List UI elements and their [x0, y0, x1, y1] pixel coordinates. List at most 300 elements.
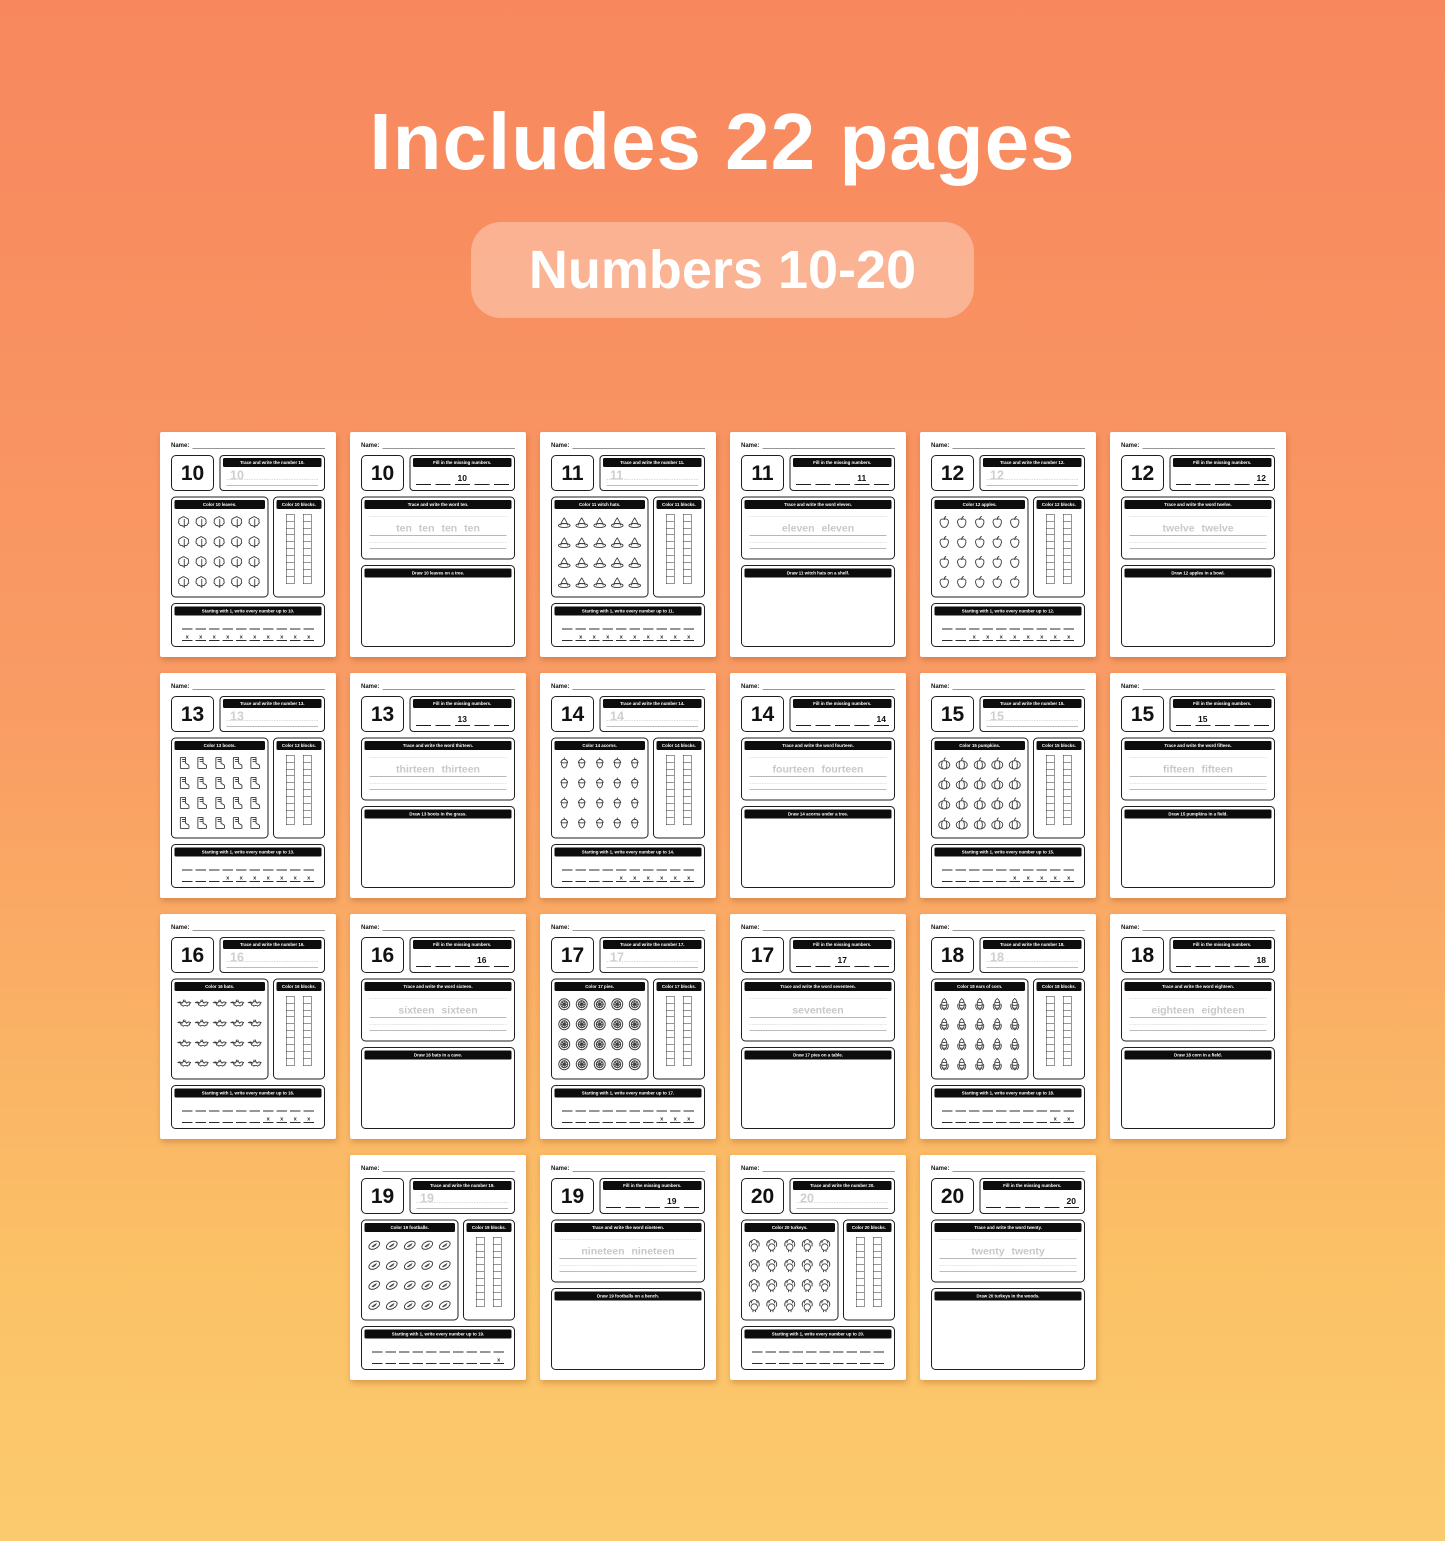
color-items-panel	[171, 497, 268, 598]
trace-prompt-banner: Trace and write the number 15.	[983, 699, 1082, 708]
worksheet-page-draw	[350, 914, 526, 1139]
corn-icon	[971, 996, 987, 1012]
name-row	[1121, 682, 1275, 690]
x-mark-slot: x	[1049, 875, 1060, 882]
number-sequence-panel	[931, 844, 1085, 888]
blank-write-slot	[1022, 623, 1033, 630]
missing-number-blank	[1195, 956, 1210, 968]
missing-number-blank	[435, 715, 450, 727]
missing-number-blank	[1024, 1197, 1039, 1209]
worksheet-page-draw	[730, 432, 906, 657]
big-number: 17	[741, 937, 784, 973]
missing-number-blank	[454, 956, 469, 968]
number-trace-box	[979, 455, 1085, 491]
x-mark-slot: x	[249, 875, 260, 882]
blank-write-slot	[1022, 1116, 1033, 1123]
bat-icon	[194, 1016, 210, 1032]
trace-prompt-banner: Trace and write the number 13.	[223, 699, 322, 708]
given-number: 15	[1195, 715, 1210, 727]
icon-grid	[174, 991, 264, 1076]
drawing-panel	[1121, 565, 1275, 647]
acorn-icon	[574, 815, 590, 831]
corn-icon	[971, 1056, 987, 1072]
blank-write-slot	[1036, 864, 1047, 871]
dashed-guide-line	[749, 998, 886, 999]
acorn-icon	[609, 755, 625, 771]
name-line	[572, 682, 705, 690]
middle-row	[171, 979, 325, 1080]
big-number: 16	[171, 937, 214, 973]
missing-numbers-row	[413, 708, 512, 729]
apple-icon	[971, 574, 987, 590]
blank-write-slot	[941, 623, 952, 630]
blocks-column	[1063, 996, 1072, 1076]
name-label: Name:	[1120, 441, 1139, 449]
blank-write-slot	[778, 1346, 789, 1353]
color-blocks-panel	[272, 497, 324, 598]
blank-write-slot	[262, 623, 273, 630]
missing-number-blank	[644, 1197, 659, 1209]
pumpkin-icon	[954, 755, 970, 771]
draw-prompt-banner: Draw 17 pies on a table.	[744, 1051, 891, 1060]
name-row	[361, 441, 515, 449]
blank-write-slot	[588, 1116, 599, 1123]
given-number: 11	[854, 474, 869, 486]
blank-write-slot	[982, 1105, 993, 1112]
blank-write-slot	[656, 864, 667, 871]
color-prompt-banner: Color 18 ears of corn.	[934, 982, 1024, 991]
missing-number-blank	[605, 1197, 620, 1209]
given-number: 16	[474, 956, 489, 968]
football-icon	[384, 1257, 400, 1273]
big-number: 10	[361, 455, 404, 491]
write-row-2	[174, 634, 321, 641]
blocks-prompt-banner: Color 10 blocks.	[276, 500, 321, 509]
word-prompt-banner: Trace and write the word twenty.	[934, 1223, 1081, 1232]
blank-write-slot	[289, 864, 300, 871]
witch-hat-icon	[627, 554, 643, 570]
header-row	[551, 455, 705, 491]
number-trace-box	[599, 696, 705, 732]
blank-write-slot	[466, 1357, 477, 1364]
missing-number-blank	[834, 474, 849, 486]
drawing-space	[364, 1060, 511, 1126]
missing-number-blank	[1175, 715, 1190, 727]
blocks-column	[683, 996, 692, 1076]
name-row	[741, 1164, 895, 1172]
blank-write-slot	[222, 623, 233, 630]
bat-icon	[211, 996, 227, 1012]
leaf-icon	[176, 574, 192, 590]
number-sequence-panel	[931, 603, 1085, 647]
acorn-icon	[574, 795, 590, 811]
missing-numbers-row	[413, 949, 512, 970]
pumpkin-icon	[971, 815, 987, 831]
color-items-panel	[171, 738, 268, 839]
icon-grid	[744, 1232, 834, 1317]
number-writing-lines	[604, 949, 700, 970]
blank-write-slot	[208, 875, 219, 882]
blank-write-slot	[602, 1105, 613, 1112]
pumpkin-icon	[989, 795, 1005, 811]
number-trace-box	[599, 937, 705, 973]
blank-write-slot	[1009, 1105, 1020, 1112]
corn-icon	[971, 1016, 987, 1032]
fill-prompt-banner: Fill in the missing numbers.	[413, 699, 512, 708]
leaf-icon	[247, 574, 263, 590]
blank-write-slot	[669, 1105, 680, 1112]
blank-write-slot	[968, 623, 979, 630]
pumpkin-icon	[1007, 775, 1023, 791]
color-prompt-banner: Color 12 apples.	[934, 500, 1024, 509]
color-prompt-banner: Color 19 footballs.	[364, 1223, 454, 1232]
fill-prompt-banner: Fill in the missing numbers.	[793, 699, 892, 708]
big-number: 18	[1121, 937, 1164, 973]
missing-number-blank	[435, 956, 450, 968]
missing-number-blank	[873, 474, 888, 486]
name-label: Name:	[930, 441, 949, 449]
blocks	[1036, 750, 1081, 835]
missing-number-blank	[795, 715, 810, 727]
blank-write-slot	[995, 875, 1006, 882]
x-mark-slot: x	[1009, 634, 1020, 641]
blank-write-slot	[873, 1346, 884, 1353]
blocks-column	[873, 1237, 882, 1317]
turkey-icon	[781, 1237, 797, 1253]
number-trace-box	[979, 696, 1085, 732]
pie-icon	[574, 1036, 590, 1052]
acorn-icon	[556, 795, 572, 811]
blank-write-slot	[778, 1357, 789, 1364]
color-blocks-panel	[652, 497, 704, 598]
write-row-1	[934, 864, 1081, 871]
blank-write-slot	[561, 875, 572, 882]
pie-icon	[627, 1036, 643, 1052]
color-prompt-banner: Color 17 pies.	[554, 982, 644, 991]
worksheet-page-draw	[540, 1155, 716, 1380]
blank-write-slot	[683, 1105, 694, 1112]
worksheet-page-draw	[1110, 673, 1286, 898]
blank-write-slot	[615, 1105, 626, 1112]
boot-icon	[176, 815, 192, 831]
dashed-guide-line	[749, 783, 886, 784]
drawing-panel	[361, 806, 515, 888]
word-writing-lines	[364, 991, 511, 1038]
football-icon	[401, 1237, 417, 1253]
number-writing-lines	[984, 949, 1080, 970]
name-row	[361, 1164, 515, 1172]
witch-hat-icon	[556, 534, 572, 550]
big-number: 20	[741, 1178, 784, 1214]
base-line	[1129, 1031, 1266, 1032]
blank-write-slot	[249, 1116, 260, 1123]
bat-icon	[229, 996, 245, 1012]
dashed-guide-line	[369, 998, 506, 999]
name-label: Name:	[170, 682, 189, 690]
word-trace-panel	[931, 1220, 1085, 1283]
write-prompt-banner: Starting with 1, write every number up to 16.	[174, 1089, 321, 1098]
blocks-prompt-banner: Color 18 blocks.	[1036, 982, 1081, 991]
x-mark-slot: x	[642, 875, 653, 882]
acorn-icon	[591, 815, 607, 831]
blank-write-slot	[303, 864, 314, 871]
corn-icon	[989, 996, 1005, 1012]
write-row-2	[934, 634, 1081, 641]
color-blocks-panel	[272, 738, 324, 839]
bat-icon	[194, 996, 210, 1012]
color-blocks-panel	[652, 738, 704, 839]
icon-grid	[934, 750, 1024, 835]
missing-numbers-row	[793, 708, 892, 729]
x-mark-slot: x	[303, 875, 314, 882]
icon-grid	[364, 1232, 454, 1317]
base-line	[369, 1031, 506, 1032]
blank-write-slot	[289, 1105, 300, 1112]
worksheet-page-color	[540, 914, 716, 1139]
base-line	[939, 1272, 1076, 1273]
color-blocks-panel	[1032, 979, 1084, 1080]
corn-icon	[954, 996, 970, 1012]
x-mark-slot: x	[289, 634, 300, 641]
blocks-column	[856, 1237, 865, 1317]
number-writing-lines	[984, 708, 1080, 729]
worksheet-page-color	[730, 1155, 906, 1380]
base-line	[986, 968, 1078, 969]
pumpkin-icon	[989, 755, 1005, 771]
number-trace-box	[219, 937, 325, 973]
middle-row	[931, 979, 1085, 1080]
name-line	[762, 1164, 895, 1172]
fill-prompt-banner: Fill in the missing numbers.	[1173, 699, 1272, 708]
blocks-prompt-banner: Color 19 blocks.	[466, 1223, 511, 1232]
blank-write-slot	[859, 1357, 870, 1364]
block-cell	[856, 1299, 865, 1307]
dashed-guide-line	[559, 1265, 696, 1266]
name-row	[931, 1164, 1085, 1172]
header-row	[1121, 937, 1275, 973]
blocks-prompt-banner: Color 17 blocks.	[656, 982, 701, 991]
turkey-icon	[764, 1237, 780, 1253]
worksheet-page-color	[160, 432, 336, 657]
blank-write-slot	[873, 1357, 884, 1364]
football-icon	[366, 1277, 382, 1293]
boot-icon	[194, 755, 210, 771]
pie-icon	[591, 1056, 607, 1072]
missing-number-blank	[854, 956, 869, 968]
blank-write-slot	[1022, 1105, 1033, 1112]
pumpkin-icon	[936, 755, 952, 771]
drawing-space	[744, 819, 891, 885]
football-icon	[437, 1257, 453, 1273]
missing-number-blank	[493, 474, 508, 486]
bat-icon	[194, 1056, 210, 1072]
acorn-icon	[627, 755, 643, 771]
trace-prompt-banner: Trace and write the number 10.	[223, 458, 322, 467]
blank-write-slot	[955, 864, 966, 871]
blank-write-slot	[493, 1346, 504, 1353]
corn-icon	[1007, 996, 1023, 1012]
blank-write-slot	[968, 864, 979, 871]
traced-word: sixteen sixteen	[369, 1005, 506, 1019]
blocks-prompt-banner: Color 13 blocks.	[276, 741, 321, 750]
name-row	[1121, 923, 1275, 931]
drawing-space	[364, 578, 511, 644]
missing-numbers-row	[413, 467, 512, 488]
acorn-icon	[609, 795, 625, 811]
worksheet-page-color	[350, 1155, 526, 1380]
blank-write-slot	[289, 623, 300, 630]
traced-word: thirteen thirteen	[369, 764, 506, 778]
color-items-panel	[741, 1220, 838, 1321]
fill-prompt-banner: Fill in the missing numbers.	[413, 458, 512, 467]
base-line	[606, 968, 698, 969]
worksheet-page-color	[920, 914, 1096, 1139]
name-line	[572, 1164, 705, 1172]
pumpkin-icon	[989, 815, 1005, 831]
pie-icon	[574, 1016, 590, 1032]
dashed-guide-line	[1129, 783, 1266, 784]
draw-prompt-banner: Draw 18 corn in a field.	[1124, 1051, 1271, 1060]
blank-write-slot	[208, 623, 219, 630]
turkey-icon	[781, 1277, 797, 1293]
turkey-icon	[799, 1297, 815, 1313]
big-number: 14	[551, 696, 594, 732]
middle-row	[551, 497, 705, 598]
draw-prompt-banner: Draw 19 footballs on a bench.	[554, 1292, 701, 1301]
header-row	[361, 455, 515, 491]
number-sequence-panel	[361, 1326, 515, 1370]
blank-write-slot	[751, 1346, 762, 1353]
pie-icon	[556, 996, 572, 1012]
blank-write-slot	[588, 875, 599, 882]
x-mark-slot: x	[235, 875, 246, 882]
blank-write-slot	[955, 1116, 966, 1123]
big-number: 18	[931, 937, 974, 973]
leaf-icon	[229, 534, 245, 550]
bat-icon	[176, 1016, 192, 1032]
color-blocks-panel	[1032, 738, 1084, 839]
drawing-space	[744, 578, 891, 644]
missing-number-blank	[415, 956, 430, 968]
name-label: Name:	[550, 441, 569, 449]
witch-hat-icon	[556, 514, 572, 530]
blocks	[276, 750, 321, 835]
color-blocks-panel	[1032, 497, 1084, 598]
turkey-icon	[817, 1237, 833, 1253]
block-cell	[303, 576, 312, 584]
name-label: Name:	[930, 923, 949, 931]
corn-icon	[1007, 1036, 1023, 1052]
blank-write-slot	[1009, 864, 1020, 871]
x-mark-slot: x	[235, 634, 246, 641]
color-items-panel	[361, 1220, 458, 1321]
write-row-2	[554, 634, 701, 641]
blank-write-slot	[398, 1357, 409, 1364]
blank-write-slot	[1049, 1105, 1060, 1112]
name-label: Name:	[1120, 682, 1139, 690]
block-cell	[666, 1058, 675, 1066]
missing-number-blank	[1044, 1197, 1059, 1209]
x-mark-slot: x	[642, 634, 653, 641]
blank-write-slot	[181, 875, 192, 882]
number-writing-lines	[224, 467, 320, 488]
word-trace-panel	[361, 738, 515, 801]
draw-prompt-banner: Draw 12 apples in a bowl.	[1124, 569, 1271, 578]
x-mark-slot: x	[669, 875, 680, 882]
boot-icon	[247, 795, 263, 811]
missing-number-blank	[493, 715, 508, 727]
dashed-guide-line	[986, 961, 1078, 962]
x-mark-slot: x	[181, 634, 192, 641]
big-number: 16	[361, 937, 404, 973]
name-label: Name:	[550, 682, 569, 690]
name-row	[551, 923, 705, 931]
name-line	[192, 923, 325, 931]
blank-write-slot	[602, 1116, 613, 1123]
color-blocks-panel	[652, 979, 704, 1080]
draw-prompt-banner: Draw 13 boots in the grass.	[364, 810, 511, 819]
write-prompt-banner: Starting with 1, write every number up to 20.	[744, 1330, 891, 1339]
traced-number: 20	[799, 1191, 814, 1206]
word-prompt-banner: Trace and write the word fifteen.	[1124, 741, 1271, 750]
boot-icon	[247, 755, 263, 771]
dashed-guide-line	[796, 1202, 888, 1203]
turkey-icon	[746, 1297, 762, 1313]
blocks-column	[1046, 755, 1055, 835]
header-row	[741, 696, 895, 732]
dashed-guide-line	[1129, 757, 1266, 758]
big-number: 14	[741, 696, 784, 732]
number-trace-box	[219, 455, 325, 491]
pie-icon	[574, 1056, 590, 1072]
color-items-panel	[551, 738, 648, 839]
x-mark-slot: x	[262, 1116, 273, 1123]
apple-icon	[954, 554, 970, 570]
drawing-space	[1124, 1060, 1271, 1126]
missing-numbers-box	[789, 937, 895, 973]
big-number: 13	[361, 696, 404, 732]
block-cell	[873, 1299, 882, 1307]
blank-write-slot	[181, 1116, 192, 1123]
block-cell	[683, 817, 692, 825]
missing-number-blank	[415, 474, 430, 486]
witch-hat-icon	[591, 554, 607, 570]
blocks-column	[476, 1237, 485, 1317]
big-number: 11	[741, 455, 784, 491]
x-mark-slot: x	[276, 634, 287, 641]
x-mark-slot: x	[669, 1116, 680, 1123]
word-writing-lines	[1124, 750, 1271, 797]
name-row	[551, 1164, 705, 1172]
block-cell	[303, 1058, 312, 1066]
pumpkin-icon	[936, 815, 952, 831]
number-sequence-panel	[551, 603, 705, 647]
word-trace-panel	[551, 1220, 705, 1283]
bat-icon	[229, 1036, 245, 1052]
blank-write-slot	[629, 623, 640, 630]
base-line	[749, 549, 886, 550]
blank-write-slot	[235, 864, 246, 871]
name-label: Name:	[550, 923, 569, 931]
trace-prompt-banner: Trace and write the number 19.	[413, 1181, 512, 1190]
blank-write-slot	[968, 875, 979, 882]
color-prompt-banner: Color 11 witch hats.	[554, 500, 644, 509]
x-mark-slot: x	[289, 875, 300, 882]
write-prompt-banner: Starting with 1, write every number up to 11.	[554, 607, 701, 616]
trace-prompt-banner: Trace and write the number 20.	[793, 1181, 892, 1190]
dashed-guide-line	[369, 783, 506, 784]
number-trace-box	[979, 937, 1085, 973]
